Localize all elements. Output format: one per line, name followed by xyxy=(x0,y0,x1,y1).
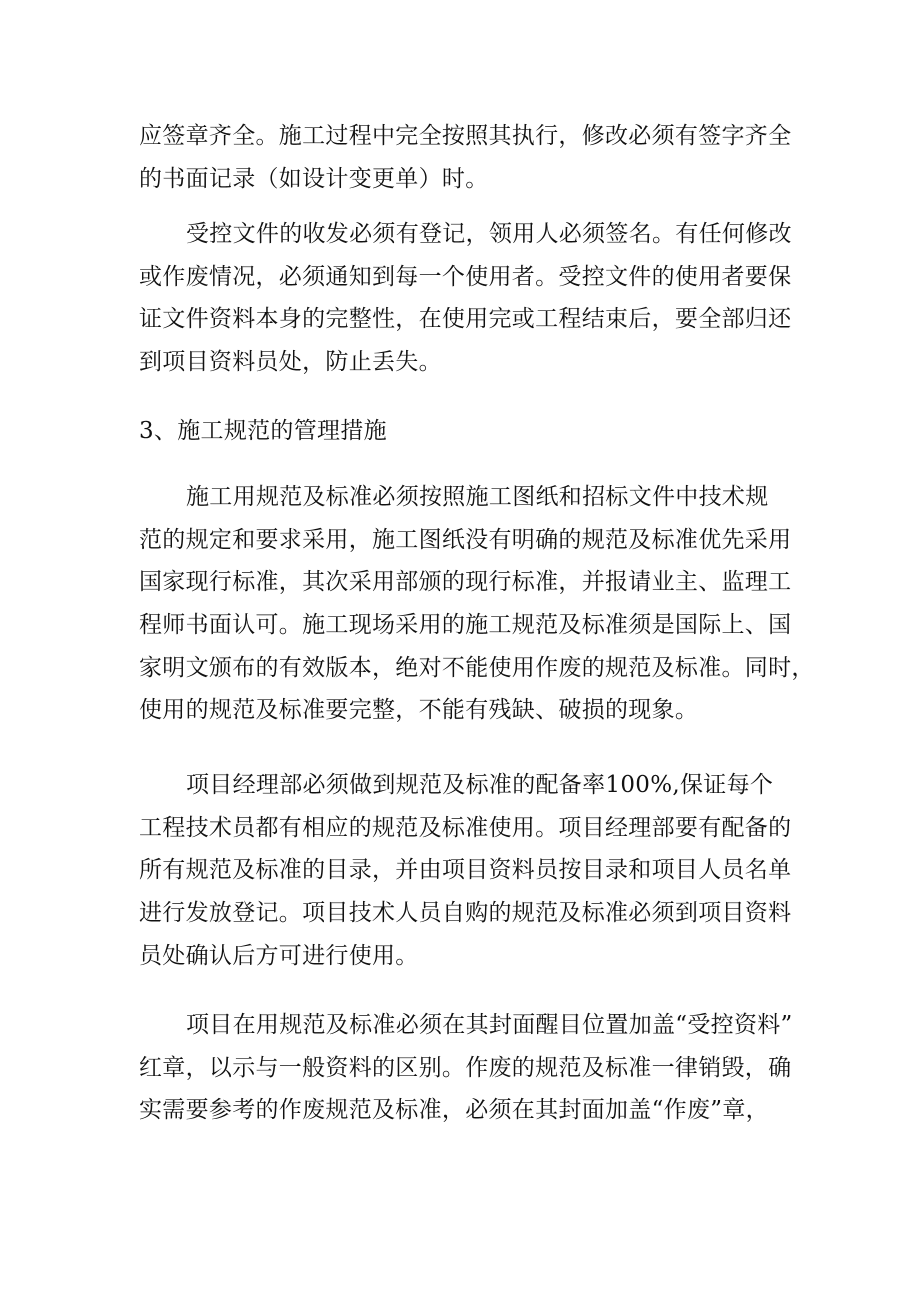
paragraph-line: 项目经理部必须做到规范及标准的配备率100%,保证每个 xyxy=(186,772,774,798)
paragraph-line: 进行发放登记。项目技术人员自购的规范及标准必须到项目资料 xyxy=(139,900,792,927)
paragraph-line: 到项目资料员处，防止丢失。 xyxy=(139,349,442,376)
paragraph-line: 员处确认后方可进行使用。 xyxy=(139,942,419,969)
section-heading xyxy=(139,410,789,453)
paragraph-standards-usage xyxy=(139,476,815,732)
paragraph-line: 证文件资料本身的完整性，在使用完或工程结束后，要全部归还 xyxy=(139,306,792,333)
paragraph-line: 红章，以示与一般资料的区别。作废的规范及标准一律销毁，确 xyxy=(139,1054,792,1081)
paragraph-line: 范的规定和要求采用，施工图纸没有明确的规范及标准优先采用 xyxy=(139,526,792,553)
paragraph-line: 受控文件的收发必须有登记，领用人必须签名。有任何修改 xyxy=(186,221,792,247)
paragraph-continuation xyxy=(139,115,792,200)
paragraph-allocation xyxy=(139,764,792,977)
paragraph-controlled-documents xyxy=(139,213,792,384)
paragraph-stamping xyxy=(139,1004,793,1132)
paragraph-line: 的书面记录（如设计变更单）时。 xyxy=(139,165,489,192)
paragraph-line: 实需要参考的作废规范及标准，必须在其封面加盖“作废”章， xyxy=(139,1097,769,1124)
paragraph-line: 程师书面认可。施工现场采用的施工规范及标准须是国际上、国 xyxy=(139,612,792,639)
paragraph-line: 使用的规范及标准要完整，不能有残缺、破损的现象。 xyxy=(139,697,699,724)
paragraph-line: 国家现行标准，其次采用部颁的现行标准，并报请业主、监理工 xyxy=(139,569,792,596)
paragraph-line: 施工用规范及标准必须按照施工图纸和招标文件中技术规 xyxy=(186,484,769,510)
paragraph-line: 家明文颁布的有效版本，绝对不能使用作废的规范及标准。同时， xyxy=(139,654,815,681)
paragraph-line: 应签章齐全。施工过程中完全按照其执行，修改必须有签字齐全 xyxy=(139,123,792,149)
section-heading-text: 3、施工规范的管理措施 xyxy=(139,418,387,444)
paragraph-line: 所有规范及标准的目录，并由项目资料员按目录和项目人员名单 xyxy=(139,857,792,884)
paragraph-line: 项目在用规范及标准必须在其封面醒目位置加盖“受控资料” xyxy=(186,1012,793,1038)
paragraph-line: 或作废情况，必须通知到每一个使用者。受控文件的使用者要保 xyxy=(139,263,792,290)
paragraph-line: 工程技术员都有相应的规范及标准使用。项目经理部要有配备的 xyxy=(139,814,792,841)
